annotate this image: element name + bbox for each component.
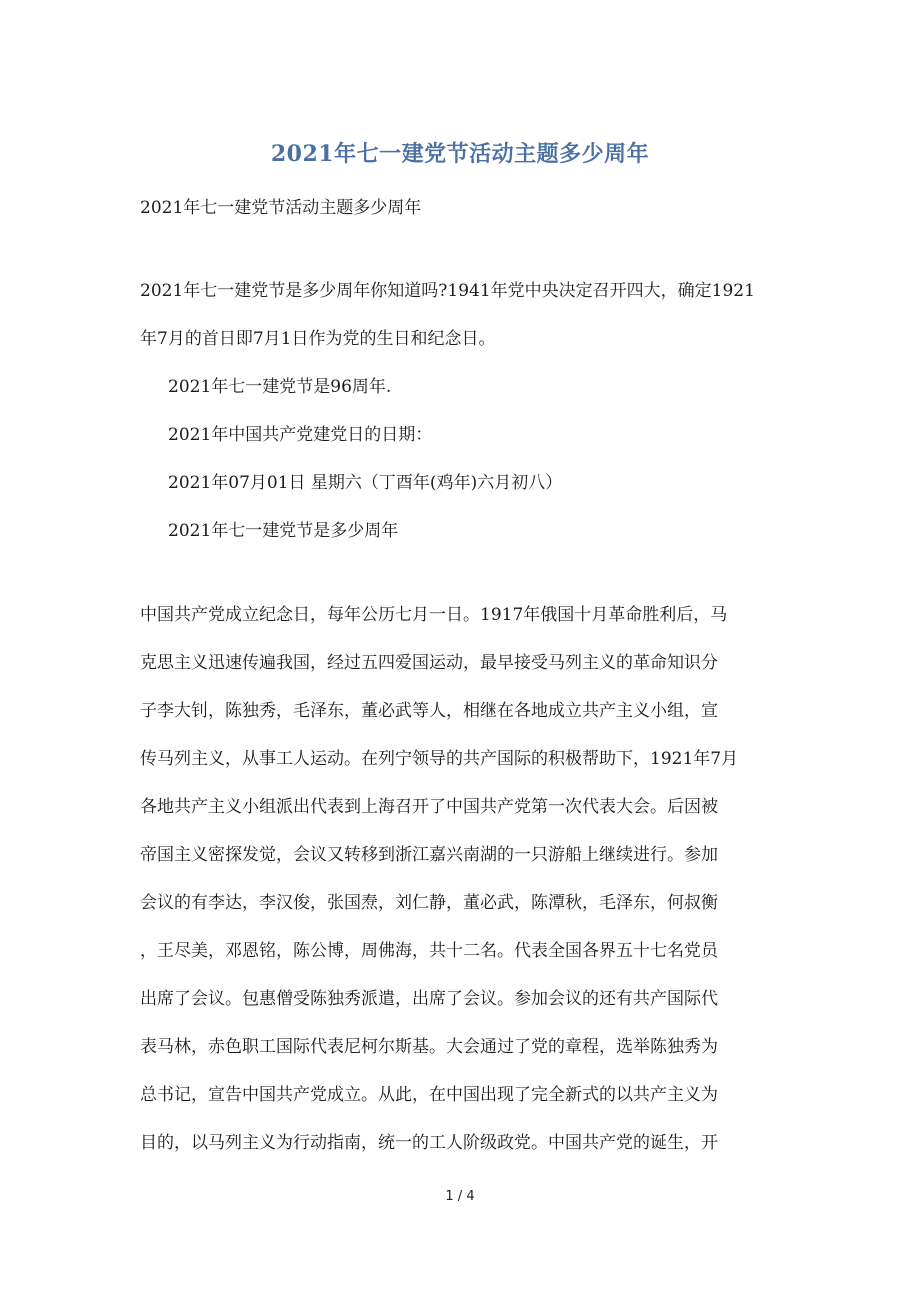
body-line: 表马林，赤色职工国际代表尼柯尔斯基。大会通过了党的章程，选举陈独秀为 xyxy=(140,1037,718,1057)
body-line: 会议的有李达，李汉俊，张国焘，刘仁静，董必武，陈潭秋，毛泽东，何叔衡 xyxy=(140,893,718,913)
body-line: 传马列主义，从事工人运动。在列宁领导的共产国际的积极帮助下，1921年7月 xyxy=(140,749,739,769)
document-subtitle: 2021年七一建党节活动主题多少周年 xyxy=(140,198,422,218)
document-title: 2021年七一建党节活动主题多少周年 xyxy=(270,141,650,167)
indented-line-1: 2021年七一建党节是96周年. xyxy=(168,377,392,397)
body-line: 克思主义迅速传遍我国，经过五四爱国运动，最早接受马列主义的革命知识分 xyxy=(140,653,718,673)
body-line: 出席了会议。包惠僧受陈独秀派遣，出席了会议。参加会议的还有共产国际代 xyxy=(140,989,718,1009)
indented-line-4: 2021年七一建党节是多少周年 xyxy=(168,521,399,541)
body-line: 目的，以马列主义为行动指南，统一的工人阶级政党。中国共产党的诞生，开 xyxy=(140,1133,718,1153)
body-line: 各地共产主义小组派出代表到上海召开了中国共产党第一次代表大会。后因被 xyxy=(140,797,718,817)
indented-line-2: 2021年中国共产党建党日的日期： xyxy=(168,425,433,445)
intro-line-1: 2021年七一建党节是多少周年你知道吗?1941年党中央决定召开四大，确定1921 xyxy=(140,281,755,301)
body-line: 帝国主义密探发觉，会议又转移到浙江嘉兴南湖的一只游船上继续进行。参加 xyxy=(140,845,718,865)
body-line: 总书记，宣告中国共产党成立。从此，在中国出现了完全新式的以共产主义为 xyxy=(140,1085,718,1105)
indented-line-3: 2021年07月01日 星期六（丁酉年(鸡年)六月初八） xyxy=(168,473,563,493)
intro-line-2: 年7月的首日即7月1日作为党的生日和纪念日。 xyxy=(140,329,496,349)
body-paragraph xyxy=(140,603,780,1179)
page-number: 1 / 4 xyxy=(445,1189,475,1204)
body-line: ，王尽美，邓恩铭，陈公博，周佛海，共十二名。代表全国各界五十七名党员 xyxy=(140,941,718,961)
body-line: 子李大钊，陈独秀，毛泽东，董必武等人，相继在各地成立共产主义小组，宣 xyxy=(140,701,718,721)
body-line: 中国共产党成立纪念日，每年公历七月一日。1917年俄国十月革命胜利后，马 xyxy=(140,605,728,625)
